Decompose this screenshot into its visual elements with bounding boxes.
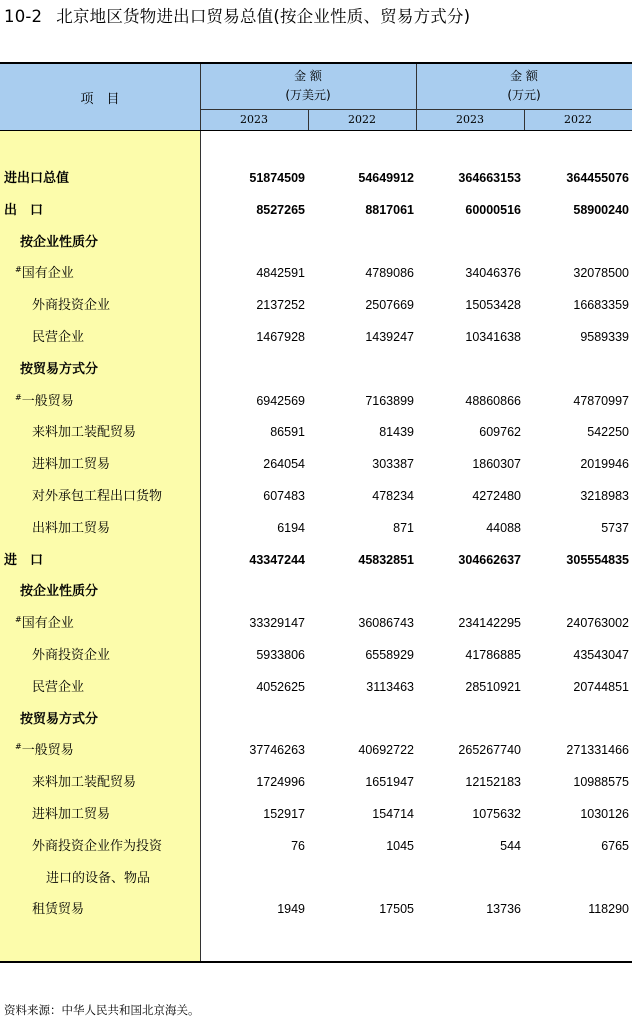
table-row xyxy=(0,545,632,577)
value-cny-2023: 28510921 xyxy=(465,679,521,694)
value-usd-2022: 81439 xyxy=(379,425,414,440)
value-usd-2022: 3113463 xyxy=(366,679,414,694)
header-divider xyxy=(200,109,632,110)
row-label-text: 民营企业 xyxy=(32,329,85,345)
row-label xyxy=(4,163,69,195)
row-label-text: 按企业性质分 xyxy=(20,584,99,600)
value-usd-2023: 152917 xyxy=(263,806,305,821)
row-label-text: 来料加工装配贸易 xyxy=(32,775,137,791)
row-label xyxy=(15,608,74,640)
row-label-text: 按贸易方式分 xyxy=(20,711,99,727)
row-label xyxy=(20,704,98,736)
value-cny-2023: 34046376 xyxy=(465,266,521,281)
value-usd-2022: 54649912 xyxy=(358,171,414,185)
value-usd-2023: 2137252 xyxy=(256,298,305,313)
value-cny-2022: 58900240 xyxy=(573,202,629,217)
table-row xyxy=(0,163,632,195)
value-usd-2023: 37746263 xyxy=(249,743,305,758)
row-label-text: 国有企业 xyxy=(21,616,74,632)
value-cny-2022: 47870997 xyxy=(573,393,629,408)
value-usd-2023: 1724996 xyxy=(256,775,305,790)
footnote-mark: # xyxy=(15,265,22,275)
value-cny-2023: 15053428 xyxy=(465,298,521,313)
row-label-text: 一般贸易 xyxy=(21,393,74,409)
value-usd-2023: 76 xyxy=(291,838,305,853)
table-row xyxy=(0,894,632,926)
row-label xyxy=(15,386,74,418)
row-label xyxy=(32,640,110,672)
value-usd-2022: 871 xyxy=(393,520,414,535)
table-body xyxy=(0,163,632,926)
header-divider xyxy=(200,64,201,130)
row-label xyxy=(32,894,84,926)
table-row xyxy=(0,227,632,259)
header-divider xyxy=(308,109,309,130)
value-cny-2023: 364663153 xyxy=(458,171,521,185)
header-year-cny-2022: 2022 xyxy=(564,113,592,126)
value-usd-2023: 1949 xyxy=(277,902,305,917)
value-usd-2022: 478234 xyxy=(372,488,414,503)
value-usd-2022: 1651947 xyxy=(365,775,414,790)
table-row xyxy=(0,513,632,545)
table-row xyxy=(0,831,632,863)
value-usd-2022: 36086743 xyxy=(358,616,414,631)
value-cny-2023: 1075632 xyxy=(472,806,521,821)
value-usd-2022: 154714 xyxy=(372,806,414,821)
value-usd-2023: 51874509 xyxy=(249,171,305,185)
value-cny-2022: 20744851 xyxy=(573,679,629,694)
table-row xyxy=(0,290,632,322)
row-label-text: 外商投资企业作为投资 xyxy=(32,838,163,854)
value-usd-2023: 264054 xyxy=(263,457,305,472)
value-usd-2022: 2507669 xyxy=(365,298,414,313)
table-header xyxy=(0,64,632,130)
row-label xyxy=(32,513,110,545)
value-usd-2022: 45832851 xyxy=(358,552,414,567)
row-label-text: 外商投资企业 xyxy=(32,298,111,314)
value-cny-2022: 10988575 xyxy=(573,775,629,790)
row-label-text: 来料加工装配贸易 xyxy=(32,425,137,441)
source-note: 资料来源：中华人民共和国北京海关。 xyxy=(4,1003,200,1017)
value-usd-2023: 6942569 xyxy=(256,393,305,408)
header-year-usd-2022: 2022 xyxy=(348,113,376,126)
value-usd-2023: 607483 xyxy=(263,488,305,503)
table-row xyxy=(0,576,632,608)
table-title xyxy=(4,6,632,28)
value-cny-2023: 41786885 xyxy=(465,647,521,662)
value-usd-2023: 4842591 xyxy=(256,266,305,281)
row-label xyxy=(32,767,136,799)
table-number: 10-2 xyxy=(4,7,43,26)
row-label xyxy=(20,227,98,259)
value-cny-2023: 234142295 xyxy=(458,616,521,631)
row-label-text: 进料加工贸易 xyxy=(32,457,111,473)
value-cny-2023: 12152183 xyxy=(465,775,521,790)
value-usd-2023: 1467928 xyxy=(256,329,305,344)
table-row xyxy=(0,481,632,513)
value-cny-2022: 43543047 xyxy=(573,647,629,662)
value-cny-2022: 5737 xyxy=(601,520,629,535)
row-label xyxy=(32,831,162,863)
value-cny-2022: 6765 xyxy=(601,838,629,853)
value-cny-2023: 4272480 xyxy=(472,488,521,503)
table-row xyxy=(0,417,632,449)
row-label xyxy=(32,481,162,513)
table-row xyxy=(0,608,632,640)
table-row xyxy=(0,704,632,736)
header-item: 项 目 xyxy=(80,91,120,107)
header-usd-line1: 金 额 xyxy=(294,69,322,83)
value-cny-2022: 1030126 xyxy=(580,806,629,821)
value-cny-2023: 304662637 xyxy=(458,552,521,567)
footnote-mark: # xyxy=(15,742,22,752)
row-label-text: 按企业性质分 xyxy=(20,234,99,250)
value-cny-2023: 10341638 xyxy=(465,329,521,344)
row-label xyxy=(15,258,74,290)
header-divider xyxy=(416,64,417,130)
header-usd-unit: (万美元) xyxy=(285,88,331,102)
value-cny-2022: 16683359 xyxy=(573,298,629,313)
bottom-rule xyxy=(0,961,632,963)
row-label xyxy=(32,799,110,831)
value-usd-2023: 4052625 xyxy=(256,679,305,694)
row-label-text: 按贸易方式分 xyxy=(20,361,99,377)
header-year-usd-2023: 2023 xyxy=(240,113,268,126)
row-label-text: 国有企业 xyxy=(21,266,74,282)
value-cny-2023: 265267740 xyxy=(458,743,521,758)
row-label-text: 外商投资企业 xyxy=(32,647,111,663)
table-row xyxy=(0,767,632,799)
table-row xyxy=(0,672,632,704)
row-label-text: 出 口 xyxy=(4,202,44,218)
header-cny-unit: (万元) xyxy=(507,88,541,102)
value-usd-2023: 8527265 xyxy=(256,202,305,217)
value-usd-2022: 17505 xyxy=(379,902,414,917)
value-usd-2023: 86591 xyxy=(270,425,305,440)
value-usd-2022: 7163899 xyxy=(365,393,414,408)
table-row xyxy=(0,386,632,418)
table-row xyxy=(0,799,632,831)
value-cny-2023: 1860307 xyxy=(472,457,521,472)
row-label xyxy=(32,322,84,354)
row-label xyxy=(4,545,43,577)
value-usd-2022: 1439247 xyxy=(365,329,414,344)
row-label-text: 进 口 xyxy=(4,552,44,568)
value-usd-2023: 43347244 xyxy=(249,552,305,567)
row-label-text: 民营企业 xyxy=(32,679,85,695)
value-cny-2022: 9589339 xyxy=(580,329,629,344)
row-label xyxy=(4,195,43,227)
header-year-cny-2023: 2023 xyxy=(456,113,484,126)
value-cny-2023: 609762 xyxy=(479,425,521,440)
row-label xyxy=(32,449,110,481)
value-cny-2022: 118290 xyxy=(588,902,629,917)
table-row xyxy=(0,195,632,227)
header-group-cny xyxy=(416,64,632,109)
table-row xyxy=(0,640,632,672)
value-usd-2023: 5933806 xyxy=(256,647,305,662)
header-group-usd xyxy=(200,64,416,109)
value-cny-2022: 2019946 xyxy=(580,457,629,472)
header-divider xyxy=(524,109,525,130)
value-cny-2023: 13736 xyxy=(486,902,521,917)
value-usd-2022: 1045 xyxy=(386,838,414,853)
value-usd-2023: 6194 xyxy=(277,520,305,535)
footnote-mark: # xyxy=(15,615,22,625)
row-label-text: 一般贸易 xyxy=(21,743,74,759)
footnote-mark: # xyxy=(15,392,22,402)
table-row xyxy=(0,735,632,767)
value-cny-2023: 60000516 xyxy=(465,202,521,217)
row-label-text: 进口的设备、物品 xyxy=(46,870,151,886)
table-row xyxy=(0,354,632,386)
value-cny-2023: 44088 xyxy=(486,520,521,535)
table-row xyxy=(0,322,632,354)
row-label xyxy=(15,735,74,767)
row-label xyxy=(46,863,150,895)
value-usd-2022: 303387 xyxy=(372,457,414,472)
row-label-text: 对外承包工程出口货物 xyxy=(32,488,163,504)
value-cny-2022: 305554835 xyxy=(566,552,629,567)
value-cny-2023: 544 xyxy=(500,838,521,853)
value-cny-2022: 271331466 xyxy=(566,743,629,758)
value-cny-2022: 240763002 xyxy=(566,616,629,631)
row-label xyxy=(32,417,136,449)
row-label-text: 进出口总值 xyxy=(4,171,70,186)
table-title-text: 北京地区货物进出口贸易总值(按企业性质、贸易方式分) xyxy=(56,7,471,26)
row-label-text: 出料加工贸易 xyxy=(32,520,111,536)
table-row xyxy=(0,449,632,481)
value-usd-2023: 33329147 xyxy=(249,616,305,631)
row-label xyxy=(32,672,84,704)
value-cny-2022: 542250 xyxy=(587,425,629,440)
table-row xyxy=(0,863,632,895)
value-usd-2022: 4789086 xyxy=(365,266,414,281)
value-usd-2022: 6558929 xyxy=(365,647,414,662)
row-label-text: 进料加工贸易 xyxy=(32,806,111,822)
row-label xyxy=(20,354,98,386)
value-cny-2022: 364455076 xyxy=(566,171,629,185)
row-label xyxy=(20,576,98,608)
value-cny-2022: 3218983 xyxy=(580,488,629,503)
table-row xyxy=(0,258,632,290)
value-usd-2022: 40692722 xyxy=(358,743,414,758)
value-cny-2023: 48860866 xyxy=(465,393,521,408)
row-label-text: 租赁贸易 xyxy=(32,902,85,918)
row-label xyxy=(32,290,110,322)
header-cny-line1: 金 额 xyxy=(510,69,538,83)
value-usd-2022: 8817061 xyxy=(365,202,414,217)
value-cny-2022: 32078500 xyxy=(573,266,629,281)
